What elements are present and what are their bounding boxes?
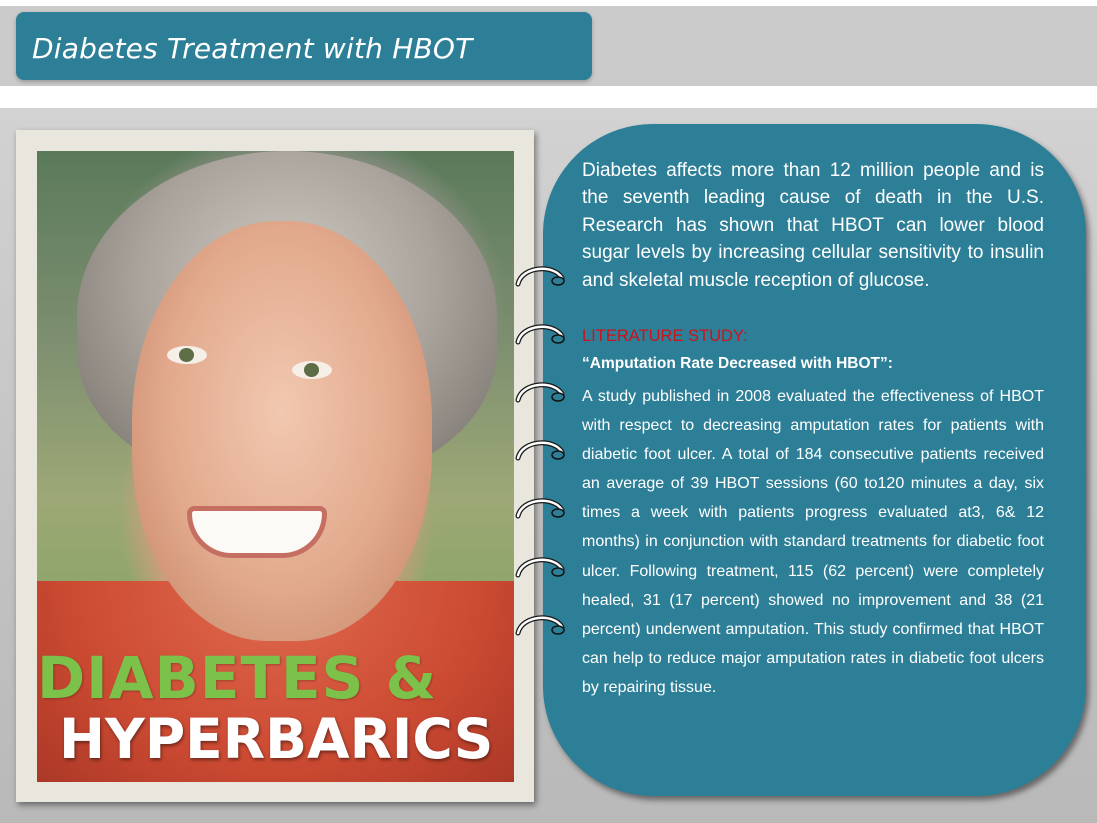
poster-title-line1: DIABETES & (37, 644, 438, 712)
intro-paragraph: Diabetes affects more than 12 million people and is the seventh leading cause of death in the U.S. Research has shown that HBOT can lower blood sugar levels by increasing cellular sensitivity to insulin and skeletal muscle reception of glucose. (582, 160, 1044, 291)
binder-ring-icon (514, 262, 566, 292)
poster-title-line2: HYPERBARICS (59, 707, 494, 771)
binder-ring-icon (514, 378, 566, 408)
binder-ring-icon (514, 436, 566, 466)
study-title: “Amputation Rate Decreased with HBOT”: (582, 355, 893, 372)
binder-ring-icon (514, 611, 566, 641)
book-cover-image (37, 151, 514, 782)
binder-ring-icon (514, 553, 566, 583)
binder-ring-icon (514, 320, 566, 350)
section-heading: LITERATURE STUDY: (582, 327, 748, 345)
poster-frame (16, 130, 534, 802)
binder-ring-icon (514, 494, 566, 524)
title-box (16, 12, 592, 80)
study-paragraph: A study published in 2008 evaluated the effectiveness of HBOT with respect to decreasing amputation rates for patients with diabetic foot ulcer. A total of 184 consecutive patients received an average of 39 HBOT sessions (60 to120 minutes a day, six times a week with patients progress evaluated at3, 6& 12 months) in conjunction with standard treatments for diabetic foot ulcer. Following treatment, 115 (62 percent) were completely healed, 31 (17 percent) showed no improvement and 38 (21 percent) underwent amputation. This study confirmed that HBOT can help to reduce major amputation rates in diabetic foot ulcers by repairing tissue. (582, 388, 1044, 696)
slide-title: Diabetes Treatment with HBOT (32, 32, 473, 65)
